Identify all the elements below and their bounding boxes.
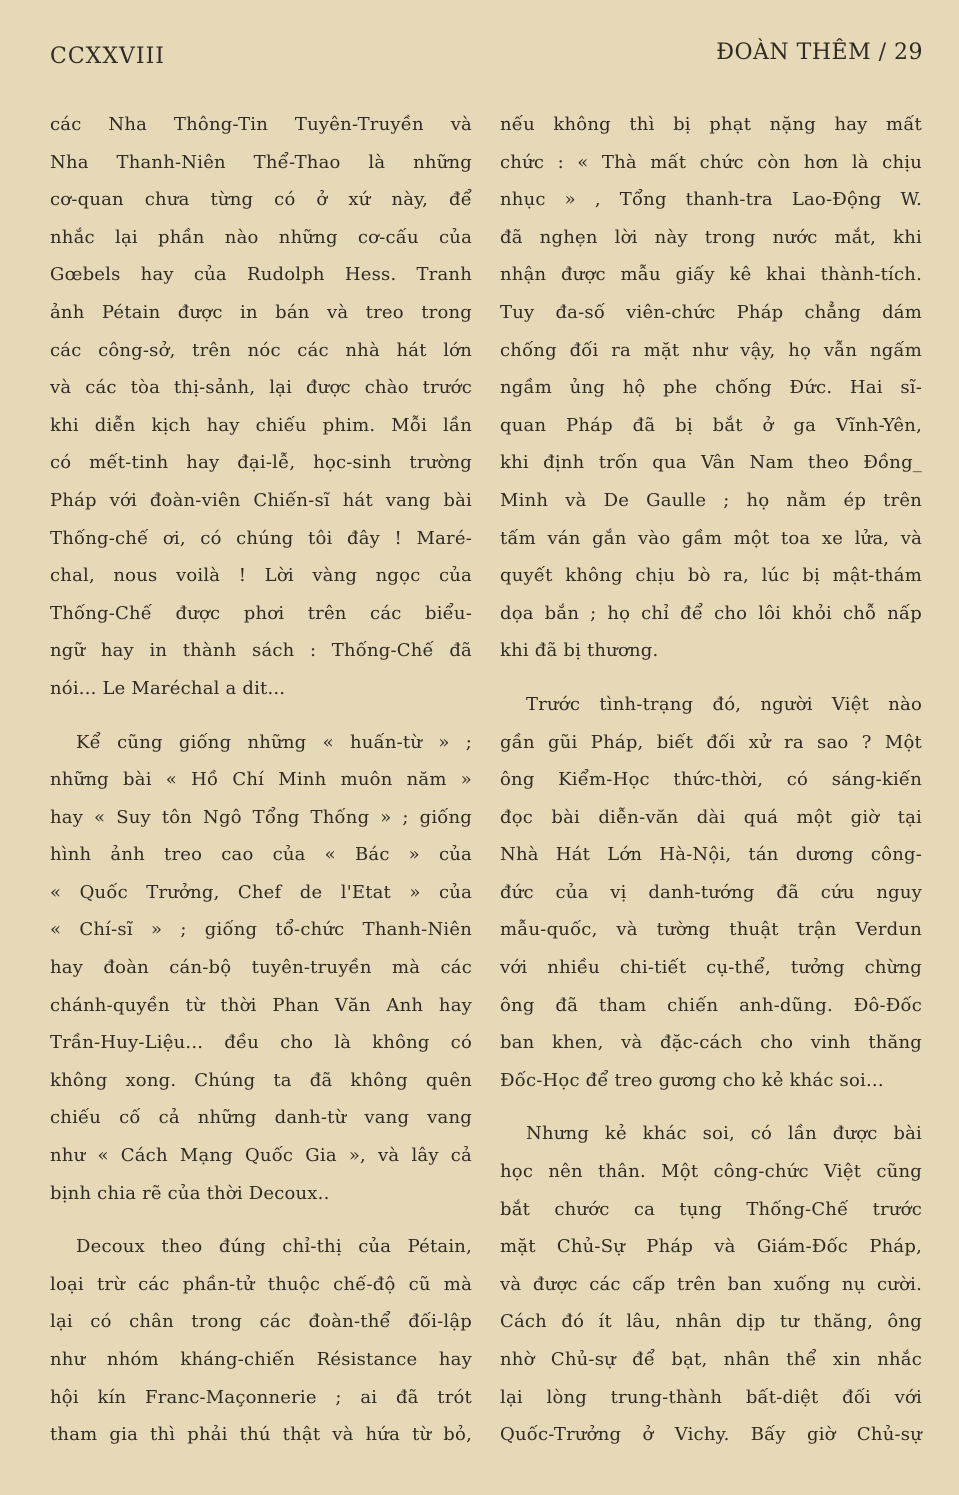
text-line: Pháp với đoàn-viên Chiến-sĩ hát vang bài <box>50 489 472 511</box>
text-line: học nên thân. Một công-chức Việt cũng <box>500 1161 922 1183</box>
text-line: bịnh chia rẽ của thời Decoux.. <box>50 1182 330 1204</box>
text-line: và các tòa thị-sảnh, lại được chào trước <box>50 377 472 399</box>
text-line: Cách đó ít lâu, nhân dịp tư thăng, ông <box>500 1311 922 1333</box>
text-line: khi đã bị thương. <box>500 640 659 662</box>
text-line: có mết-tinh hay đại-lễ, học-sinh trường <box>50 452 472 474</box>
text-line: lại có chân trong các đoàn-thể đối-lập <box>50 1311 472 1333</box>
text-line: ngầm ủng hộ phe chống Đức. Hai sĩ- <box>500 377 922 399</box>
paragraph-gap <box>500 670 922 686</box>
text-line: cơ-quan chưa từng có ở xứ này, để <box>50 189 472 211</box>
text-line: nhắc lại phần nào những cơ-cấu của <box>50 226 472 248</box>
text-line: bắt chước ca tụng Thống-Chế trước <box>500 1198 922 1220</box>
text-line: Đốc-Học để treo gương cho kẻ khác soi... <box>500 1069 884 1091</box>
text-line: gần gũi Pháp, biết đối xử ra sao ? Một <box>500 731 922 753</box>
text-line: tham gia thì phải thú thật và hứa từ bỏ, <box>50 1424 472 1446</box>
left-column <box>50 106 472 1454</box>
text-line: dọa bắn ; họ chỉ để cho lôi khỏi chỗ nấp <box>500 602 922 624</box>
text-line: Thống-chế ơi, có chúng tôi đây ! Maré- <box>50 527 472 549</box>
paragraph-gap <box>500 1099 922 1115</box>
text-line: tấm ván gắn vào gầm một toa xe lửa, và <box>500 527 922 549</box>
text-line: nhận được mẫu giấy kê khai thành-tích. <box>500 264 922 286</box>
text-line: hội kín Franc-Maçonnerie ; ai đã trót <box>50 1386 472 1408</box>
text-line: đọc bài diễn-văn dài quá một giờ tại <box>500 806 922 828</box>
text-line: chal, nous voilà ! Lời vàng ngọc của <box>50 565 472 587</box>
text-line: loại trừ các phần-tử thuộc chế-độ cũ mà <box>50 1273 472 1295</box>
text-line: hay đoàn cán-bộ tuyên-truyền mà các <box>50 957 472 979</box>
text-line: quyết không chịu bò ra, lúc bị mật-thám <box>500 565 922 587</box>
text-line: mẫu-quốc, và tường thuật trận Verdun <box>500 919 922 941</box>
text-line: nói... Le Maréchal a dit... <box>50 677 286 699</box>
text-line: Quốc-Trưởng ở Vichy. Bấy giờ Chủ-sự <box>500 1424 922 1446</box>
text-line: Trần-Huy-Liệu... đều cho là không có <box>50 1032 472 1054</box>
text-line: nhờ Chủ-sự để bạt, nhân thể xin nhắc <box>500 1349 922 1370</box>
text-line: đức của vị danh-tướng đã cứu nguy <box>500 881 922 903</box>
text-line: ông đã tham chiến anh-dũng. Đô-Đốc <box>500 994 922 1016</box>
text-line: chánh-quyền từ thời Phan Văn Anh hay <box>50 994 472 1016</box>
text-line: Tuy đa-số viên-chức Pháp chẳng dám <box>500 301 922 323</box>
text-line: không xong. Chúng ta đã không quên <box>50 1069 472 1091</box>
text-line: nhục » , Tổng thanh-tra Lao-Động W. <box>500 189 922 211</box>
text-line: Nhà Hát Lớn Hà-Nội, tán dương công- <box>500 844 922 866</box>
paragraph-gap <box>50 1212 472 1228</box>
text-line: Decoux theo đúng chỉ-thị của Pétain, <box>76 1236 472 1258</box>
text-line: các Nha Thông-Tin Tuyên-Truyền và <box>50 114 472 135</box>
text-line: khi định trốn qua Vân Nam theo Đồng_ <box>500 452 922 474</box>
text-line: « Quốc Trưởng, Chef de l'Etat » của <box>50 881 472 903</box>
text-line: ban khen, và đặc-cách cho vinh thăng <box>500 1032 922 1054</box>
text-line: quan Pháp đã bị bắt ở ga Vĩnh-Yên, <box>500 414 922 436</box>
text-line: Gœbels hay của Rudolph Hess. Tranh <box>50 264 472 286</box>
right-column <box>500 106 922 1454</box>
text-line: Thống-Chế được phơi trên các biểu- <box>50 602 472 624</box>
text-line: mặt Chủ-Sự Pháp và Giám-Đốc Pháp, <box>500 1236 922 1258</box>
text-line: Nhưng kẻ khác soi, có lần được bài <box>526 1123 922 1145</box>
text-line: chiếu cố cả những danh-từ vang vang <box>50 1107 472 1129</box>
text-line: như nhóm kháng-chiến Résistance hay <box>50 1349 472 1370</box>
text-line: lại lòng trung-thành bất-diệt đối với <box>500 1386 922 1408</box>
text-line: hay « Suy tôn Ngô Tổng Thống » ; giống <box>50 806 472 828</box>
text-line: ngữ hay in thành sách : Thống-Chế đã <box>50 640 472 662</box>
text-line: những bài « Hồ Chí Minh muôn năm » <box>50 769 472 791</box>
text-line: Kể cũng giống những « huấn-từ » ; <box>76 731 472 753</box>
text-line: ông Kiểm-Học thức-thời, có sáng-kiến <box>500 769 922 791</box>
text-line: với nhiều chi-tiết cụ-thể, tưởng chừng <box>500 957 922 979</box>
text-line: các công-sở, trên nóc các nhà hát lớn <box>50 339 472 361</box>
text-line: và được các cấp trên ban xuống nụ cười. <box>500 1273 922 1295</box>
text-line: Minh và De Gaulle ; họ nằm ép trên <box>500 489 922 511</box>
text-line: đã nghẹn lời này trong nước mắt, khi <box>500 226 922 248</box>
text-line: nếu không thì bị phạt nặng hay mất <box>500 114 922 135</box>
paragraph-gap <box>50 708 472 724</box>
section-page-number: CCXXVIII <box>50 44 165 69</box>
author-page-header: ĐOÀN THÊM / 29 <box>716 40 923 65</box>
text-line: hình ảnh treo cao của « Bác » của <box>50 844 472 866</box>
text-line: chức : « Thà mất chức còn hơn là chịu <box>500 151 922 173</box>
text-line: khi diễn kịch hay chiếu phim. Mỗi lần <box>50 414 472 436</box>
text-line: Trước tình-trạng đó, người Việt nào <box>526 693 922 715</box>
text-line: « Chí-sĩ » ; giống tổ-chức Thanh-Niên <box>50 919 472 941</box>
text-line: Nha Thanh-Niên Thể-Thao là những <box>50 151 472 173</box>
text-line: ảnh Pétain được in bán và treo trong <box>50 301 472 323</box>
text-line: chống đối ra mặt như vậy, họ vẫn ngấm <box>500 339 922 361</box>
text-line: như « Cách Mạng Quốc Gia », và lây cả <box>50 1145 472 1167</box>
